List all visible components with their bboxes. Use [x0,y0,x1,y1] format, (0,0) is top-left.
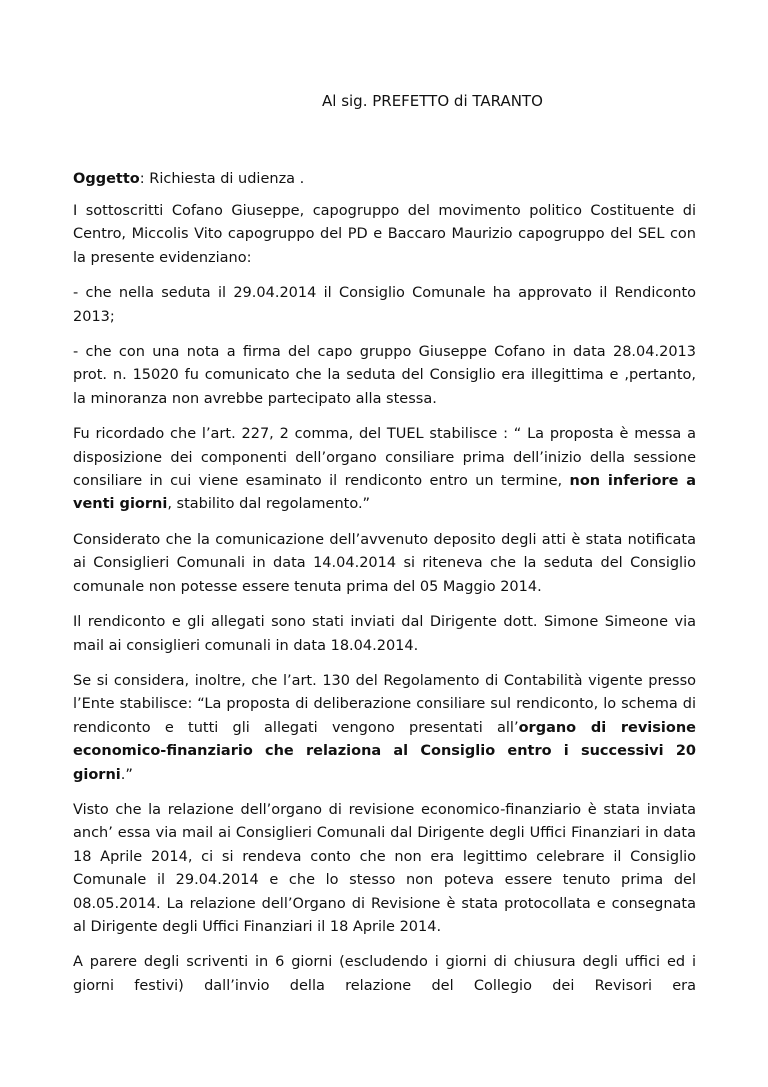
paragraph-deposit-notification: Considerato che la comunicazione dell’avvenuto deposito degli atti è stata notificata ai Consiglieri Comunali in data 14.04.2014 si riteneva che la seduta del Consiglio comunale non potesse essere tenuta prima del 05 Maggio 2014. [73,531,696,595]
tuel-bold-term: non inferiore a venti giorni [73,473,697,513]
paragraph-note-illegitimate: - che con una nota a firma del capo gruppo Giuseppe Cofano in data 28.04.2013 prot. n. 15020 fu comunicato che la seduta del Consiglio era illegittima e ,pertanto, la minoranza non avrebbe partecipato alla stessa. [73,344,696,407]
addressee-line: Al sig. PREFETTO di TARANTO [322,92,543,110]
letter-body [73,200,696,1010]
paragraph-regolamento-article [73,670,696,787]
regolamento-text-end: .” [120,766,133,783]
paragraph-session-date: - che nella seduta il 29.04.2014 il Consiglio Comunale ha approvato il Rendiconto 2013; [73,285,696,325]
subject-label: Oggetto [73,171,140,187]
regolamento-text-start: Se si considera, inoltre, che l’art. 130 del Regolamento di Contabilità vigente presso l’Ente stabilisce: “La proposta di deliberazione consiliare sul rendiconto, lo schema di rendiconto e tutti gli allegati vengono presentati all’ [73,672,696,736]
paragraph-signatories: I sottoscritti Cofano Giuseppe, capogruppo del movimento politico Costituente di Centro, Miccolis Vito capogruppo del PD e Baccaro Maurizio capogruppo del SEL con la presente evidenziano: [73,203,696,266]
subject-text: : Richiesta di udienza . [139,171,305,187]
paragraph-writers-opinion: A parere degli scriventi in 6 giorni (escludendo i giorni di chiusura degli uffici ed i giorni festivi) dall’invio della relazione del Collegio dei Revisori era [73,954,696,994]
paragraph-rendiconto-sent: Il rendiconto e gli allegati sono stati inviati dal Dirigente dott. Simone Simeone via mail ai consiglieri comunali in data 18.04.2014. [73,614,696,654]
tuel-text-start: Fu ricordado che l’art. 227, 2 comma, del TUEL stabilisce : “ La proposta è messa a disposizione dei componenti dell’organo consiliare prima dell’inizio della sessione consiliare in cui viene esaminato il rendiconto entro un termine, [73,426,696,490]
regolamento-bold-term: organo di revisione economico-finanziario che relaziona al Consiglio entro i successivi 20 giorni [73,719,696,783]
paragraph-tuel-article [73,423,696,517]
tuel-text-end: , stabilito dal regolamento.” [167,496,371,513]
paragraph-revision-report: Visto che la relazione dell’organo di revisione economico-finanziario è stata inviata anch’ essa via mail ai Consiglieri Comunali dal Dirigente degli Uffici Finanziari in data 18 Aprile 2014, ci si rendeva conto che non era legittimo celebrare il Consiglio Comunale il 29.04.2014 e che lo stesso non poteva essere tenuto prima del 08.05.2014. La relazione dell’Organo di Revisione è stata protocollata e consegnata al Dirigente degli Uffici Finanziari il 18 Aprile 2014. [73,801,696,935]
subject-line [73,167,304,191]
